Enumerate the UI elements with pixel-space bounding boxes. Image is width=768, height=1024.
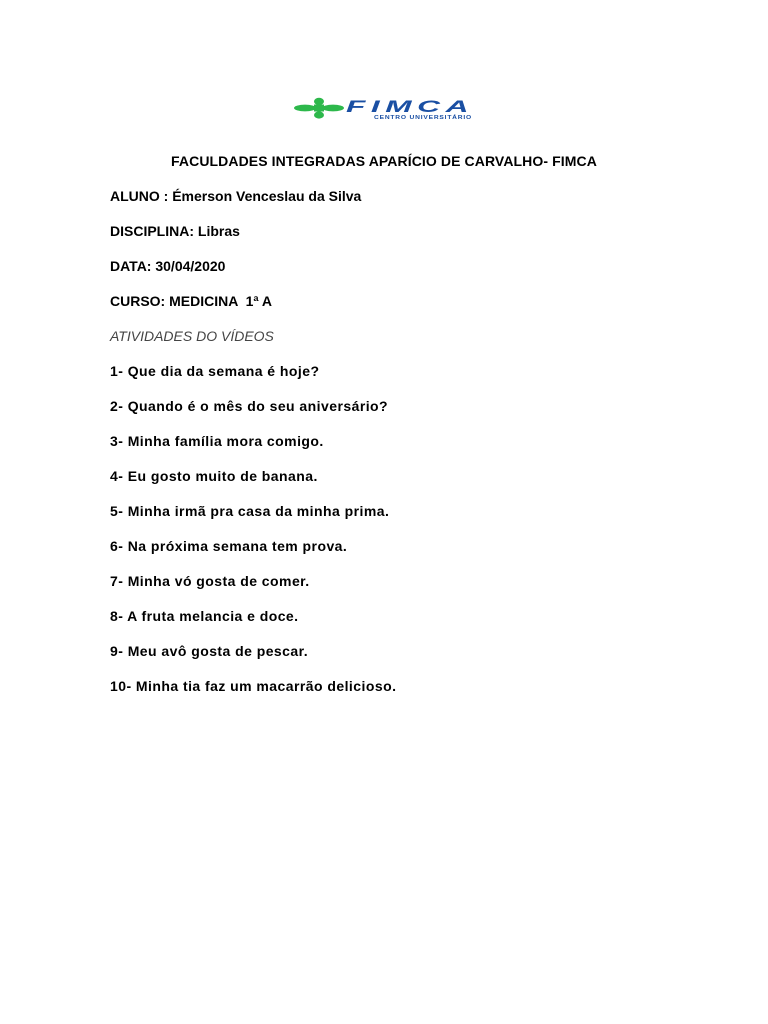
- fimca-logo: [292, 97, 478, 121]
- activity-item: 5- Minha irmã pra casa da minha prima.: [110, 503, 390, 519]
- activity-item: 2- Quando é o mês do seu aniversário?: [110, 398, 389, 414]
- activity-item: 8- A fruta melancia e doce.: [110, 608, 299, 624]
- activity-item: 4- Eu gosto muito de banana.: [110, 468, 318, 484]
- activity-item: 10- Minha tia faz um macarrão delicioso.: [110, 678, 397, 694]
- course-line: CURSO: MEDICINA 1ª A: [110, 293, 273, 309]
- date-line: DATA: 30/04/2020: [110, 258, 226, 274]
- institution-title: FACULDADES INTEGRADAS APARÍCIO DE CARVALHO- FIMCA: [171, 153, 597, 169]
- activity-item: 3- Minha família mora comigo.: [110, 433, 324, 449]
- brand-tagline: CENTRO UNIVERSITÁRIO: [374, 115, 448, 121]
- activity-item: 7- Minha vó gosta de comer.: [110, 573, 310, 589]
- activity-item: 1- Que dia da semana é hoje?: [110, 363, 320, 379]
- brand-name: FIMCA: [346, 97, 474, 116]
- activity-item: 6- Na próxima semana tem prova.: [110, 538, 348, 554]
- activities-heading: ATIVIDADES DO VÍDEOS: [110, 328, 274, 344]
- student-line: ALUNO : Émerson Venceslau da Silva: [110, 188, 362, 204]
- fimca-logo-graphic: [292, 97, 478, 121]
- green-cross-logo-icon: [294, 98, 344, 119]
- activity-item: 9- Meu avô gosta de pescar.: [110, 643, 309, 659]
- discipline-line: DISCIPLINA: Libras: [110, 223, 240, 239]
